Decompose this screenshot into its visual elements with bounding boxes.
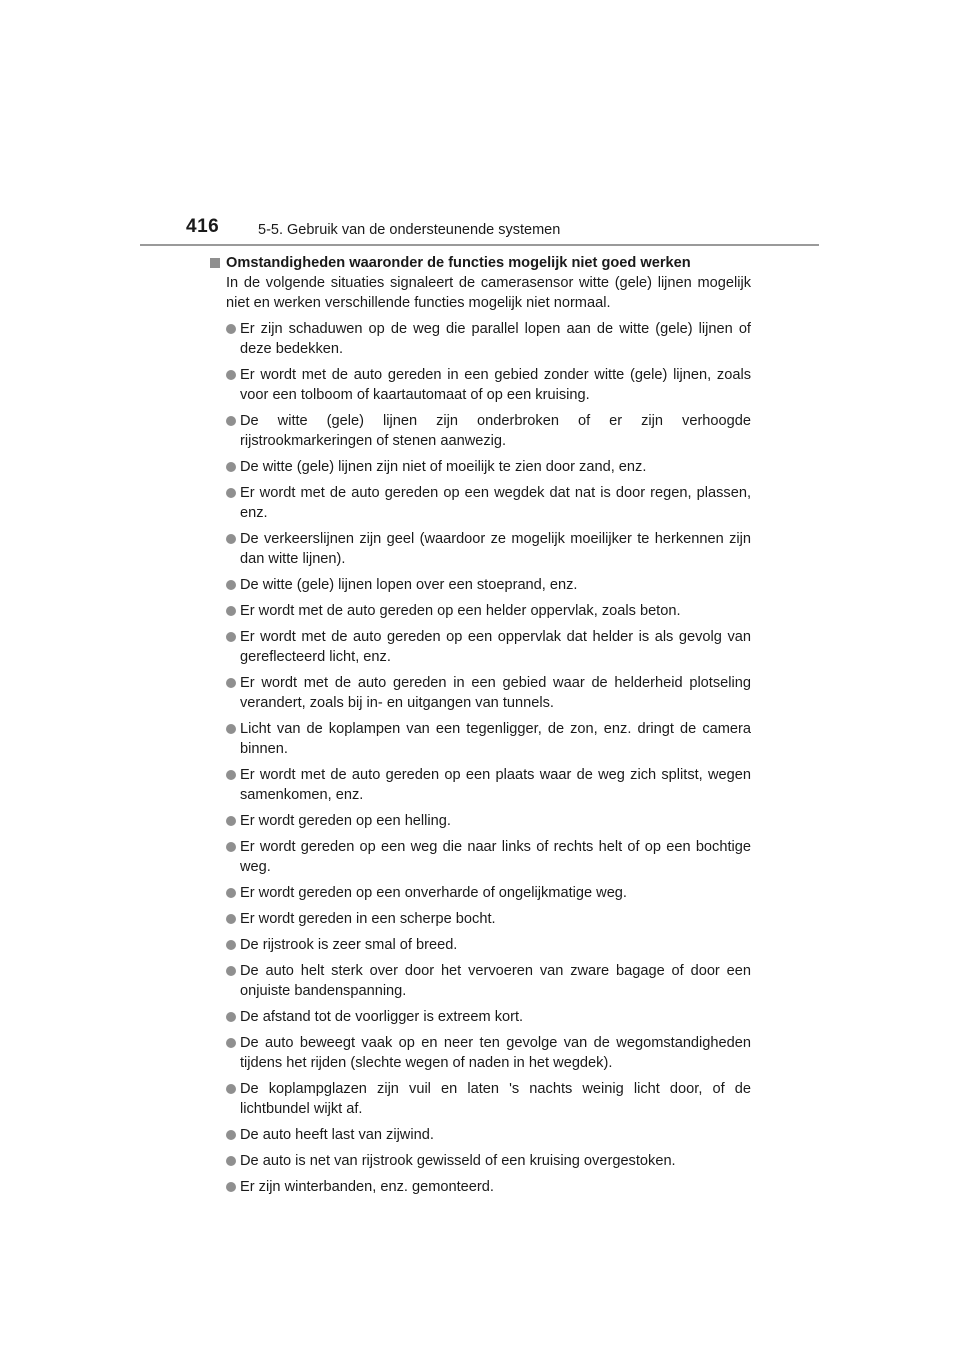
list-item-text: Er wordt met de auto gereden op een oppervlak dat helder is als gevolg van gereflecteerd licht, enz.	[240, 629, 751, 665]
circle-bullet-icon	[226, 534, 236, 544]
main-content	[210, 254, 751, 1203]
list-item	[210, 673, 751, 713]
list-item-text: De auto heeft last van zijwind.	[240, 1127, 434, 1143]
page-number: 416	[186, 216, 220, 237]
page-header	[0, 0, 960, 250]
conditions-list	[210, 319, 751, 1197]
circle-bullet-icon	[226, 724, 236, 734]
list-item-text: Er wordt met de auto gereden op een wegdek dat nat is door regen, plassen, enz.	[240, 485, 751, 521]
circle-bullet-icon	[226, 1084, 236, 1094]
list-item	[210, 837, 751, 877]
circle-bullet-icon	[226, 324, 236, 334]
circle-bullet-icon	[226, 580, 236, 590]
circle-bullet-icon	[226, 940, 236, 950]
list-item-text: Er wordt gereden op een weg die naar links of rechts helt of op een bochtige weg.	[240, 839, 751, 875]
circle-bullet-icon	[226, 914, 236, 924]
intro-paragraph: In de volgende situaties signaleert de camerasensor witte (gele) lijnen mogelijk niet en werken verschillende functies mogelijk niet normaal.	[226, 275, 751, 311]
list-item	[210, 1177, 751, 1197]
list-item-text: De rijstrook is zeer smal of breed.	[240, 937, 458, 953]
circle-bullet-icon	[226, 888, 236, 898]
list-item	[210, 935, 751, 955]
list-item	[210, 811, 751, 831]
list-item	[210, 483, 751, 523]
list-item-text: Er wordt met de auto gereden op een plaats waar de weg zich splitst, wegen samenkomen, enz.	[240, 767, 751, 803]
list-item	[210, 1079, 751, 1119]
list-item	[210, 883, 751, 903]
list-item	[210, 1033, 751, 1073]
list-item-text: Er wordt met de auto gereden in een gebied zonder witte (gele) lijnen, zoals voor een tolboom of kaartautomaat of op een kruising.	[240, 367, 751, 403]
list-item-text: De verkeerslijnen zijn geel (waardoor ze mogelijk moeilijker te herkennen zijn dan witte lijnen).	[240, 531, 751, 567]
circle-bullet-icon	[226, 1182, 236, 1192]
circle-bullet-icon	[226, 370, 236, 380]
list-item	[210, 719, 751, 759]
list-item	[210, 601, 751, 621]
list-item	[210, 529, 751, 569]
list-item-text: Er wordt met de auto gereden op een helder oppervlak, zoals beton.	[240, 603, 681, 619]
list-item	[210, 575, 751, 595]
list-item-text: De witte (gele) lijnen lopen over een stoeprand, enz.	[240, 577, 578, 593]
list-item	[210, 1151, 751, 1171]
list-item-text: Er zijn winterbanden, enz. gemonteerd.	[240, 1179, 494, 1195]
list-item	[210, 1007, 751, 1027]
list-item-text: Er wordt met de auto gereden in een gebied waar de helderheid plotseling verandert, zoals bij in- en uitgangen van tunnels.	[240, 675, 751, 711]
circle-bullet-icon	[226, 770, 236, 780]
list-item	[210, 319, 751, 359]
list-item-text: De auto beweegt vaak op en neer ten gevolge van de wegomstandigheden tijdens het rijden (slechte wegen of naden in het wegdek).	[240, 1035, 751, 1071]
list-item	[210, 627, 751, 667]
list-item-text: Licht van de koplampen van een tegenligger, de zon, enz. dringt de camera binnen.	[240, 721, 751, 757]
header-divider	[140, 244, 819, 246]
circle-bullet-icon	[226, 816, 236, 826]
circle-bullet-icon	[226, 966, 236, 976]
section-title: 5-5. Gebruik van de ondersteunende systemen	[258, 222, 561, 238]
list-item	[210, 411, 751, 451]
list-item-text: De afstand tot de voorligger is extreem kort.	[240, 1009, 524, 1025]
list-item-text: Er wordt gereden op een helling.	[240, 813, 451, 829]
circle-bullet-icon	[226, 1130, 236, 1140]
circle-bullet-icon	[226, 842, 236, 852]
circle-bullet-icon	[226, 606, 236, 616]
circle-bullet-icon	[226, 1012, 236, 1022]
list-item-text: Er wordt gereden op een onverharde of ongelijkmatige weg.	[240, 885, 627, 901]
list-item	[210, 765, 751, 805]
list-item-text: Er zijn schaduwen op de weg die parallel lopen aan de witte (gele) lijnen of deze bedekken.	[240, 321, 751, 357]
circle-bullet-icon	[226, 1156, 236, 1166]
circle-bullet-icon	[226, 488, 236, 498]
square-bullet-icon	[210, 258, 220, 268]
list-item	[210, 365, 751, 405]
list-item-text: De auto helt sterk over door het vervoeren van zware bagage of door een onjuiste bandenspanning.	[240, 963, 751, 999]
list-item-text: De auto is net van rijstrook gewisseld of een kruising overgestoken.	[240, 1153, 676, 1169]
circle-bullet-icon	[226, 678, 236, 688]
circle-bullet-icon	[226, 416, 236, 426]
circle-bullet-icon	[226, 1038, 236, 1048]
list-item-text: De koplampglazen zijn vuil en laten 's nachts weinig licht door, of de lichtbundel wijkt af.	[240, 1081, 751, 1117]
subheading	[210, 254, 751, 273]
list-item-text: Er wordt gereden in een scherpe bocht.	[240, 911, 496, 927]
list-item	[210, 1125, 751, 1145]
circle-bullet-icon	[226, 632, 236, 642]
list-item	[210, 457, 751, 477]
list-item	[210, 961, 751, 1001]
list-item	[210, 909, 751, 929]
list-item-text: De witte (gele) lijnen zijn niet of moeilijk te zien door zand, enz.	[240, 459, 647, 475]
subheading-text: Omstandigheden waaronder de functies mogelijk niet goed werken	[226, 255, 691, 271]
list-item-text: De witte (gele) lijnen zijn onderbroken of er zijn verhoogde rijstrookmarkeringen of stenen aanwezig.	[240, 413, 751, 449]
circle-bullet-icon	[226, 462, 236, 472]
